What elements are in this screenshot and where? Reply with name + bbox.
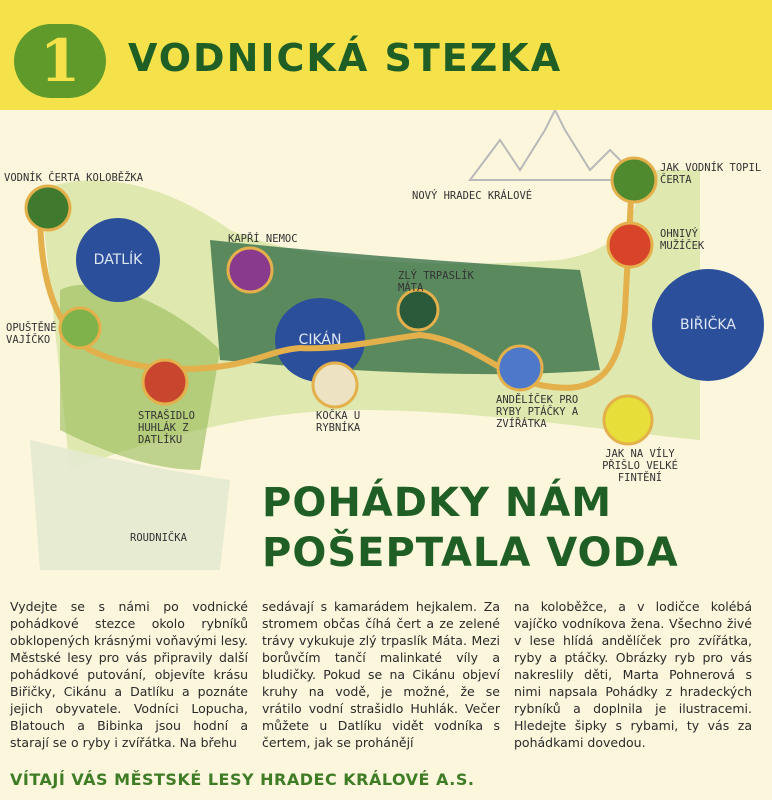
stop-marker-10 <box>604 396 652 444</box>
pond-label-datlik: DATLÍK <box>93 252 143 268</box>
page-title: VODNICKÁ STEZKA <box>128 36 563 80</box>
stop-marker-1 <box>26 186 70 230</box>
label-kapri-nemoc: KAPŘÍ NEMOC <box>228 233 298 245</box>
headline-line-1: POHÁDKY NÁM <box>262 480 613 526</box>
label-jak-vodnik-topil: JAK VODNÍK TOPIL ČERTA <box>660 162 762 186</box>
place-roudnicka: ROUDNIČKA <box>130 532 187 544</box>
stop-marker-7 <box>498 346 542 390</box>
stop-marker-3 <box>143 360 187 404</box>
stop-marker-6 <box>398 290 438 330</box>
stop-marker-9 <box>608 223 652 267</box>
body-column-1: Vydejte se s námi po vodnické pohádkové stezce okolo rybníků obklopených krásnými voňavými lesy. Městské lesy pro vás připravily další pohádkové putování, objevíte krásu Biřičky, Cikánu a Datlíku a poznáte jejich obyvatele. Vodníci Lopucha, Blatouch a Bibinka jsou hodní a starají se o ryby i zvířátka. Na břehu <box>10 599 248 750</box>
headline <box>262 478 679 578</box>
label-zly-trpaslik: ZLÝ TRPASLÍK MÁTA <box>398 270 474 294</box>
label-jak-na-vily: JAK NA VÍLY PŘIŠLO VELKÉ FINTĚNÍ <box>602 448 678 484</box>
badge-number: 1 <box>39 27 81 95</box>
label-opustene-vajicko: OPUŠTĚNÉ VAJÍČKO <box>6 322 57 346</box>
label-kocka-u-rybnika: KOČKA U RYBNÍKA <box>316 410 361 434</box>
body-column-3: na koloběžce, a v lodičce kolébá vajíčko vodníkova žena. Všechno živé v lese hlídá andělíček pro zvířátka, ryby a ptáčky. Obrázky ryb pro vás nakreslily děti, Marta Pohnerová s nimi napsala Pohádky z hradeckých rybníků a doplnila je ilustracemi. Hledejte šipky s rybami, ty vás za pohádkami dovedou. <box>514 599 752 750</box>
number-badge <box>14 24 106 98</box>
stop-marker-4 <box>228 248 272 292</box>
header-banner <box>0 0 772 110</box>
label-strasidlo-huhlak: STRAŠIDLO HUHLÁK Z DATLÍKU <box>138 410 195 446</box>
place-novy-hradec: NOVÝ HRADEC KRÁLOVÉ <box>412 190 533 202</box>
footer-tagline: VÍTAJÍ VÁS MĚSTSKÉ LESY HRADEC KRÁLOVÉ A.S. <box>10 770 475 789</box>
pond-label-cikan: CIKÁN <box>298 332 342 348</box>
stop-marker-5 <box>313 363 357 407</box>
stop-marker-8 <box>612 158 656 202</box>
label-ohnivy-muzicek: OHNIVÝ MUŽÍČEK <box>660 228 705 252</box>
label-andelicek: ANDĚLÍČEK PRO RYBY PTÁČKY A ZVÍŘÁTKA <box>496 394 579 430</box>
pond-label-biricka: BIŘIČKA <box>680 317 736 333</box>
label-vodnik-certa: VODNÍK ČERTA KOLOBĚŽKA <box>4 172 144 184</box>
body-column-2: sedávají s kamarádem hejkalem. Za stromem občas číhá čert a ze zelené trávy vykukuje zlý trpaslík Máta. Mezi borůvčím tančí malinkaté víly a bludičky. Pokud se na Cikánu objeví kruhy na vodě, je možné, že se vrátilo vodní strašidlo Huhlák. Večer můžete u Datlíku vidět vodníka s čertem, jak se prohánějí <box>262 599 500 750</box>
headline-line-2: POŠEPTALA VODA <box>262 530 679 576</box>
